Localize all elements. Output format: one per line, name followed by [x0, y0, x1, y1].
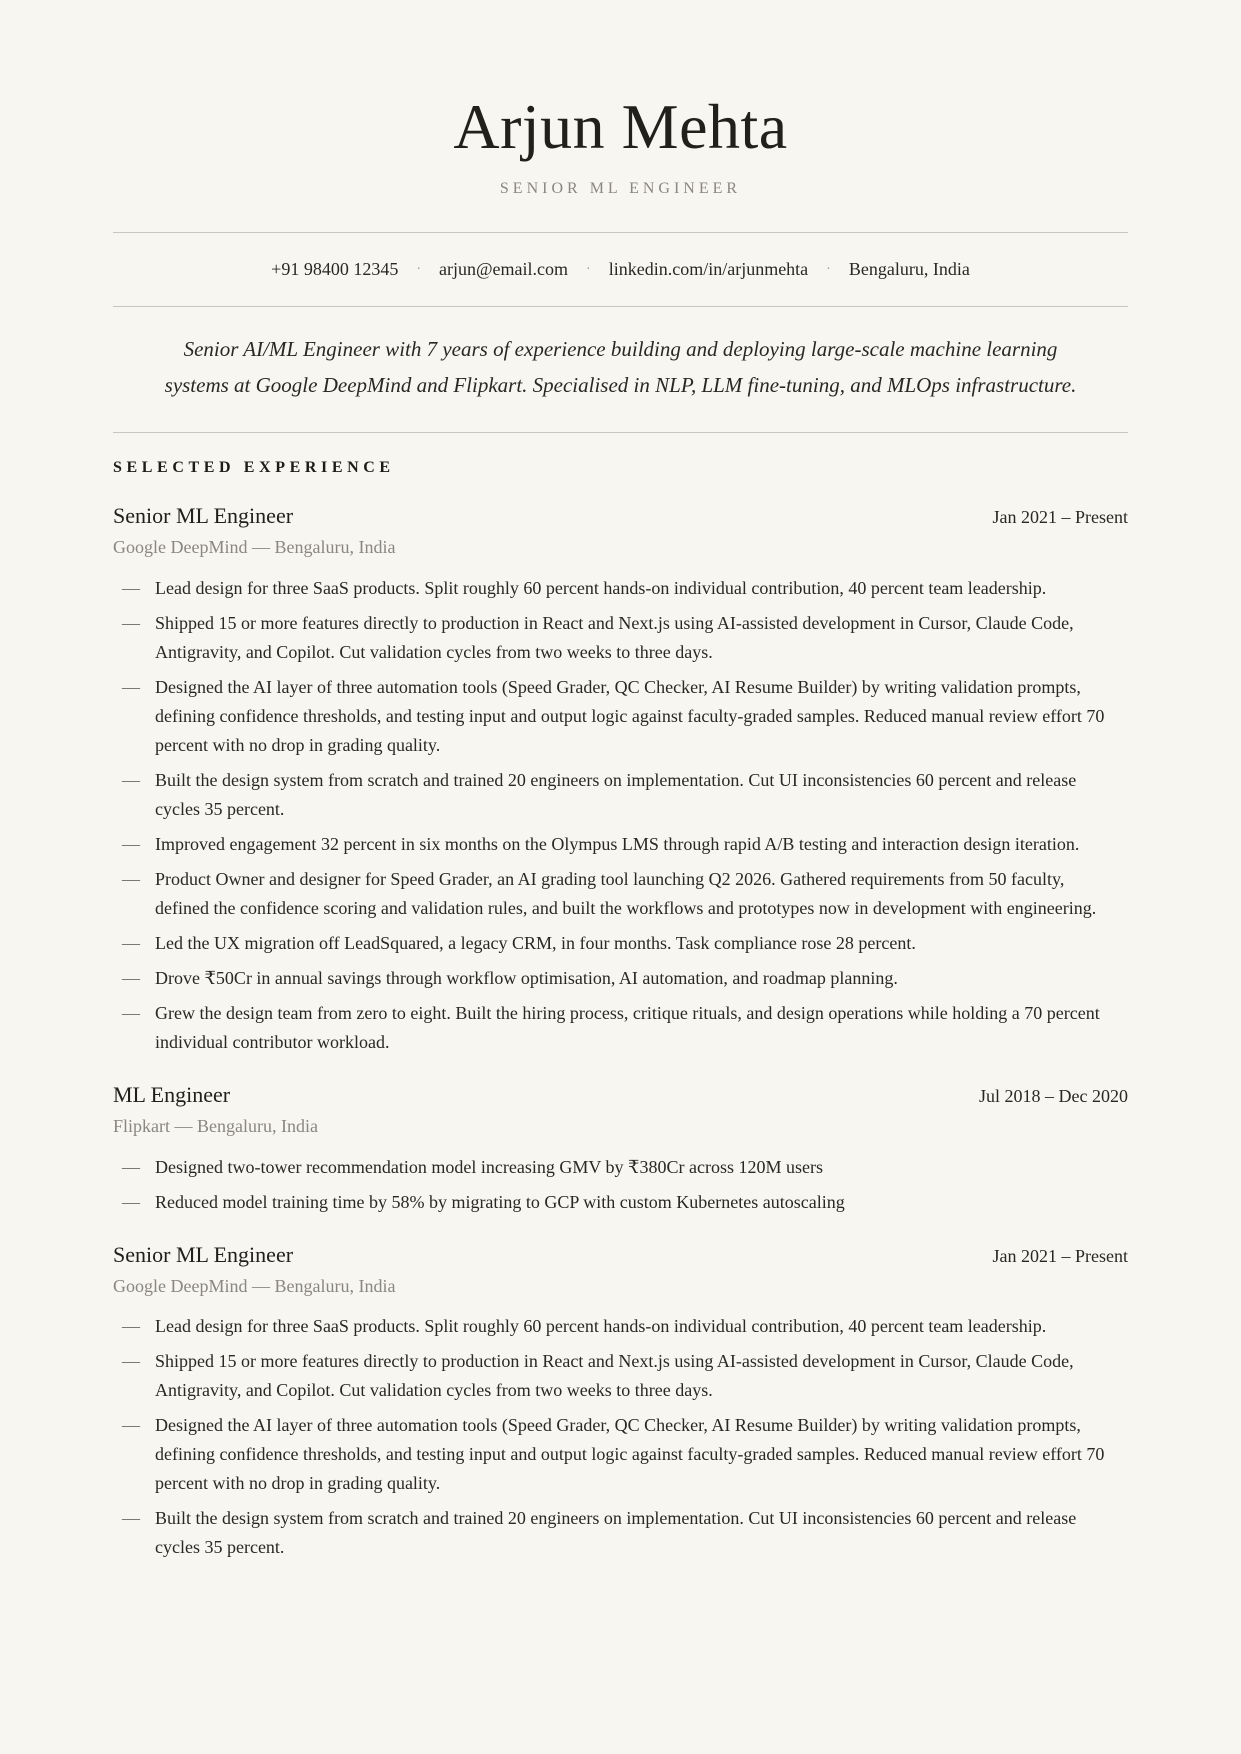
- contact-location: Bengaluru, India: [848, 259, 970, 279]
- job-entry: [113, 1083, 1128, 1217]
- job-header: [113, 1083, 1128, 1107]
- bullet-marker: —: [122, 577, 140, 598]
- bullet-text: Designed the AI layer of three automation tools (Speed Grader, QC Checker, AI Resume Builder) by writing validation prompts, defining confidence thresholds, and testing input and output logic against faculty-graded samples. Reduced manual review effort 70 percent with no drop in grading quality.: [155, 1415, 1105, 1494]
- job-bullet: [113, 1347, 1128, 1405]
- job-bullet: [113, 766, 1128, 824]
- bullet-marker: —: [122, 833, 140, 854]
- job-company: Google DeepMind — Bengaluru, India: [113, 537, 396, 558]
- bullet-marker: —: [122, 1191, 140, 1212]
- job-entry: [113, 504, 1128, 1057]
- bullet-text: Grew the design team from zero to eight. Built the hiring process, critique rituals, and design operations while holding a 70 percent individual contributor workload.: [155, 1002, 1100, 1052]
- job-bullet: [113, 1411, 1128, 1498]
- bullet-marker: —: [122, 1508, 140, 1529]
- bullet-text: Built the design system from scratch and trained 20 engineers on implementation. Cut UI inconsistencies 60 percent and release cycles 35 percent.: [155, 769, 1077, 819]
- bullet-text: Designed the AI layer of three automation tools (Speed Grader, QC Checker, AI Resume Builder) by writing validation prompts, defining confidence thresholds, and testing input and output logic against faculty-graded samples. Reduced manual review effort 70 percent with no drop in grading quality.: [155, 676, 1105, 755]
- job-entry: [113, 1243, 1128, 1563]
- bullet-marker: —: [122, 1351, 140, 1372]
- experience-section-title: SELECTED EXPERIENCE: [113, 459, 395, 476]
- job-dates: Jan 2021 – Present: [992, 507, 1128, 527]
- summary-divider: [113, 432, 1128, 433]
- bullet-text: Lead design for three SaaS products. Split roughly 60 percent hands-on individual contribution, 40 percent team leadership.: [155, 577, 1047, 598]
- job-bullet-list: [113, 1312, 1128, 1562]
- job-bullet: [113, 830, 1128, 859]
- bullet-text: Reduced model training time by 58% by migrating to GCP with custom Kubernetes autoscaling: [155, 1191, 845, 1212]
- candidate-role: SENIOR ML ENGINEER: [499, 180, 742, 197]
- job-title: Senior ML Engineer: [113, 503, 294, 528]
- experience-list: [113, 504, 1128, 1562]
- job-bullet-list: [113, 1153, 1128, 1217]
- job-bullet: [113, 673, 1128, 760]
- contact-linkedin[interactable]: linkedin.com/in/arjunmehta: [608, 259, 809, 279]
- job-header: [113, 1243, 1128, 1267]
- job-bullet: [113, 929, 1128, 958]
- bullet-marker: —: [122, 932, 140, 953]
- job-company: Flipkart — Bengaluru, India: [113, 1115, 318, 1136]
- bullet-text: Drove ₹50Cr in annual savings through workflow optimisation, AI automation, and roadmap planning.: [155, 967, 898, 988]
- job-bullet: [113, 865, 1128, 923]
- bullet-marker: —: [122, 1002, 140, 1023]
- contact-separator: ·: [826, 261, 831, 277]
- job-company: Google DeepMind — Bengaluru, India: [113, 1275, 396, 1296]
- job-bullet: [113, 609, 1128, 667]
- job-title: ML Engineer: [113, 1081, 231, 1107]
- job-bullet: [113, 999, 1128, 1057]
- job-bullet-list: [113, 574, 1128, 1057]
- job-bullet: [113, 574, 1128, 603]
- job-bullet: [113, 1188, 1128, 1217]
- bullet-marker: —: [122, 1316, 140, 1337]
- job-dates: Jan 2021 – Present: [992, 1245, 1128, 1266]
- bullet-text: Built the design system from scratch and trained 20 engineers on implementation. Cut UI inconsistencies 60 percent and release cycles 35 percent.: [155, 1508, 1077, 1558]
- bullet-text: Improved engagement 32 percent in six months on the Olympus LMS through rapid A/B testing and interaction design iteration.: [155, 833, 1080, 854]
- contact-email[interactable]: arjun@email.com: [439, 259, 569, 279]
- bullet-marker: —: [122, 1415, 140, 1436]
- job-bullet: [113, 1504, 1128, 1562]
- bullet-marker: —: [122, 676, 140, 697]
- bullet-marker: —: [122, 868, 140, 889]
- contact-bar: [113, 233, 1128, 306]
- bullet-text: Led the UX migration off LeadSquared, a legacy CRM, in four months. Task compliance rose 28 percent.: [155, 932, 916, 953]
- bullet-marker: —: [122, 1156, 140, 1177]
- bullet-marker: —: [122, 967, 140, 988]
- job-title: Senior ML Engineer: [113, 1241, 294, 1267]
- bullet-text: Product Owner and designer for Speed Grader, an AI grading tool launching Q2 2026. Gathered requirements from 50 faculty, defined the confidence scoring and validation rules, and built the workflows and prototypes now in development with engineering.: [155, 868, 1097, 918]
- job-bullet: [113, 1153, 1128, 1182]
- bullet-text: Lead design for three SaaS products. Split roughly 60 percent hands-on individual contribution, 40 percent team leadership.: [155, 1316, 1047, 1337]
- bullet-text: Shipped 15 or more features directly to production in React and Next.js using AI-assisted development in Cursor, Claude Code, Antigravity, and Copilot. Cut validation cycles from two weeks to three days.: [155, 1351, 1074, 1401]
- job-bullet: [113, 1312, 1128, 1341]
- contact-phone: +91 98400 12345: [271, 259, 399, 279]
- professional-summary: Senior AI/ML Engineer with 7 years of experience building and deploying large-scale machine learning systems at Google DeepMind and Flipkart. Specialised in NLP, LLM fine-tuning, and MLOps infrastructure.: [164, 337, 1077, 397]
- job-dates: Jul 2018 – Dec 2020: [979, 1085, 1128, 1106]
- bullet-marker: —: [122, 612, 140, 633]
- contact-separator: ·: [586, 261, 591, 277]
- bullet-marker: —: [122, 769, 140, 790]
- job-header: [113, 504, 1128, 528]
- job-bullet: [113, 964, 1128, 993]
- candidate-name: Arjun Mehta: [453, 91, 788, 162]
- bullet-text: Shipped 15 or more features directly to production in React and Next.js using AI-assisted development in Cursor, Claude Code, Antigravity, and Copilot. Cut validation cycles from two weeks to three days.: [155, 612, 1074, 662]
- bullet-text: Designed two-tower recommendation model increasing GMV by ₹380Cr across 120M users: [155, 1156, 823, 1177]
- contact-separator: ·: [416, 261, 421, 277]
